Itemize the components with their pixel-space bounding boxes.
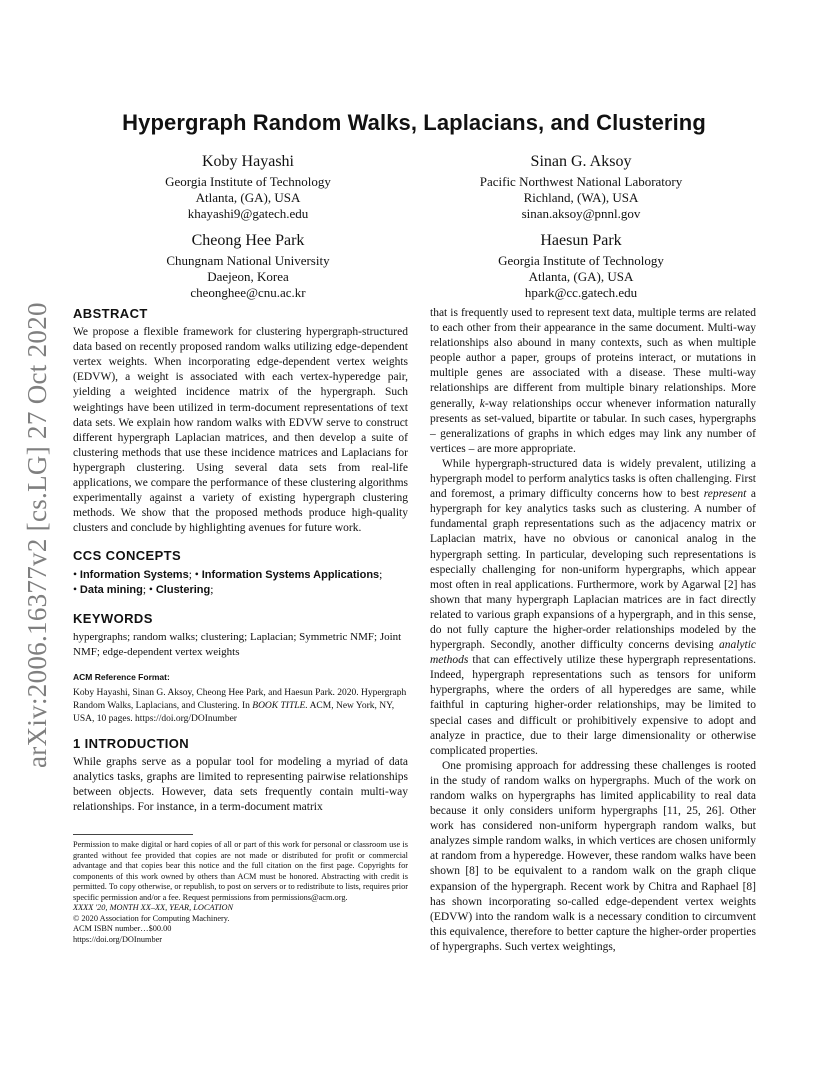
- acm-ref-book: BOOK TITLE.: [252, 700, 308, 711]
- author-affiliation: Pacific Northwest National Laboratory: [479, 174, 683, 189]
- copyright-line: © 2020 Association for Computing Machinery.: [73, 913, 230, 923]
- keywords-heading: KEYWORDS: [73, 610, 153, 626]
- author-name: Koby Hayashi: [202, 153, 294, 170]
- arxiv-sidebar-stamp: [22, 290, 62, 770]
- author-location: Richland, (WA), USA: [523, 190, 639, 205]
- author-block: [83, 231, 413, 301]
- acm-ref-venue: ACM, New York, NY, USA, 10 pages. https://doi.org/DOInumber: [73, 700, 395, 724]
- acm-ref-authors: Koby Hayashi, Sinan G. Aksoy, Cheong Hee Park, and Haesun Park. 2020.: [73, 687, 359, 698]
- acm-ref-text: [73, 687, 408, 726]
- footnote-rule: [73, 834, 193, 835]
- author-affiliation: Georgia Institute of Technology: [498, 253, 664, 268]
- conference-line: XXXX '20, MONTH XX–XX, YEAR, LOCATION: [73, 903, 234, 912]
- author-email: khayashi9@gatech.edu: [187, 206, 309, 221]
- ccs-item: Information Systems Applications: [201, 568, 380, 581]
- author-name: Cheong Hee Park: [191, 232, 305, 249]
- acm-ref-heading: ACM Reference Format:: [73, 671, 170, 682]
- author-email: sinan.aksoy@pnnl.gov: [521, 206, 641, 221]
- author-location: Atlanta, (GA), USA: [528, 269, 634, 284]
- intro-paragraph: that is frequently used to represent text data, multiple terms are related to each other from their appearance in the same document. Multi-way relationships also abound in many contexts, such as when multiple people author a paper, groups of proteins interact, or mutations in multiple genes are associated with a disease. These multi-way relationships are different from multiple binary relationships. More generally, k-way relationships occur whenever information naturally presents as set-valued, bipartite or tabular. In such cases, hypergraphs – generalizations of graphs in which edges may link any number of vertices – are more appropriate.: [430, 307, 756, 455]
- abstract-heading: ABSTRACT: [73, 306, 148, 321]
- intro-paragraph: While hypergraph-structured data is widely prevalent, utilizing a hypergraph model to perform analytics tasks is often challenging. First and foremost, a primary difficulty concerns how to best represent a hypergraph for key analytics tasks such as clustering. A number of fundamental graph representations such as the adjacency matrix or Laplacian matrix, have no obvious or canonical analog in the hypergraph setting. In particular, developing such representations is especially challenging for non-uniform hypergraphs, which appear most often in real applications. Furthermore, work by Agarwal [2] has shown that many hypergraph Laplacian matrices are in fact directly related to various graph expansions of a hypergraph, and in this sense, do not fully capture the higher-order relationships modeled by the hypergraph. Secondly, another difficulty concerns devising analytic methods that can effectively utilize these hypergraph representations. Indeed, hypergraph representations such as tensors for uniform hypergraphs, where the orders of all hyperedges are same, while faithful in capturing higher-order relationships, may be limited to special cases and difficult or prohibitively expensive to adopt and analyze in practice, due to their large dimensionality or otherwise complicated properties.: [430, 457, 756, 757]
- author-email: cheonghee@cnu.ac.kr: [190, 285, 306, 300]
- left-column: [73, 306, 408, 815]
- author-affiliation: Chungnam National University: [166, 253, 330, 268]
- author-email: hpark@cc.gatech.edu: [524, 285, 638, 300]
- abstract-text: We propose a flexible framework for clustering hypergraph-structured data based on recently proposed random walks utilizing edge-dependent vertex weights. When incorporating edge-dependent vertex weights (EDVW), a weight is associated with each vertex-hyperedge pair, yielding a weighted incidence matrix of the hypergraph. Such weightings have been utilized in term-document representations of text data sets. We explain how random walks with EDVW serve to construct different hypergraph Laplacian matrices, and then develop a suite of clustering methods that use these incidence matrices and Laplacians for hypergraph clustering. Using several data sets from real-life applications, we compare the performance of these clustering algorithms experimentally against a variety of existing hypergraph clustering methods. We show that the proposed methods produce high-quality clusters and conclude by highlighting avenues for future work.: [73, 326, 408, 535]
- isbn-line: ACM ISBN number…$00.00: [73, 924, 172, 933]
- ccs-item: Information Systems: [79, 568, 189, 581]
- intro-paragraph: While graphs serve as a popular tool for modeling a myriad of data analytics tasks, graphs are limited to representing pairwise relationships between objects. However, data sets frequently contain multi-way relationships. For instance, in a term-document matrix: [73, 755, 408, 814]
- author-location: Atlanta, (GA), USA: [195, 190, 301, 205]
- author-name: Sinan G. Aksoy: [530, 153, 632, 170]
- right-column: [430, 306, 756, 955]
- author-block: [416, 152, 746, 222]
- ccs-concepts: • Information Systems; • Information Systems Applications; • Data mining; • Clustering;: [73, 568, 383, 596]
- author-block: [83, 152, 413, 222]
- doi-line: https://doi.org/DOInumber: [73, 934, 163, 944]
- author-name: Haesun Park: [540, 232, 622, 249]
- acm-ref-title: Hypergraph Random Walks, Laplacians, and Clustering. In: [73, 687, 407, 711]
- keywords-text: hypergraphs; random walks; clustering; Laplacian; Symmetric NMF; Joint NMF; edge-dependent vertex weights: [73, 630, 402, 658]
- ccs-item: Clustering: [155, 584, 211, 596]
- ccs-item: Data mining: [79, 584, 143, 596]
- author-affiliation: Georgia Institute of Technology: [165, 174, 331, 189]
- intro-heading: 1 INTRODUCTION: [73, 735, 190, 751]
- footnote: [73, 840, 408, 945]
- ccs-heading: CCS CONCEPTS: [73, 548, 182, 564]
- arxiv-id: arXiv:2006.16377v2 [cs.LG] 27 Oct 2020: [22, 302, 52, 768]
- author-location: Daejeon, Korea: [207, 269, 289, 284]
- permission-notice: Permission to make digital or hard copies of all or part of this work for personal or classroom use is granted without fee provided that copies are not made or distributed for profit or commercial advantage and that copies bear this notice and the full citation on the first page. Copyrights for components of this work owned by others than ACM must be honored. Abstracting with credit is permitted. To copy otherwise, or republish, to post on servers or to redistribute to lists, requires prior specific permission and/or a fee. Request permissions from permissions@acm.org.: [73, 840, 408, 902]
- intro-paragraph: One promising approach for addressing these challenges is rooted in the study of random walks on hypergraphs. Much of the work on random walks on hypergraphs has limited applicability to real data because it only considers uniform hypergraphs [11, 25, 26]. Other work has considered non-uniform hypergraph random walks, but analyzes simple random walks, in which vertices are chosen uniformly at random from a hyperedge. However, these random walks have been shown [8] to be equivalent to a random walk on the graph clique expansion of the hypergraph. Recent work by Chitra and Raphael [8] has shown incorporating so-called edge-dependent vertex weights (EDVW) into the random walk is a necessary condition to circumvent this equivalence, therefore to better capture the higher-order properties of hypergraphs. Such vertex weightings,: [430, 759, 756, 953]
- author-block: [416, 231, 746, 301]
- paper-title: Hypergraph Random Walks, Laplacians, and Clustering: [122, 110, 706, 135]
